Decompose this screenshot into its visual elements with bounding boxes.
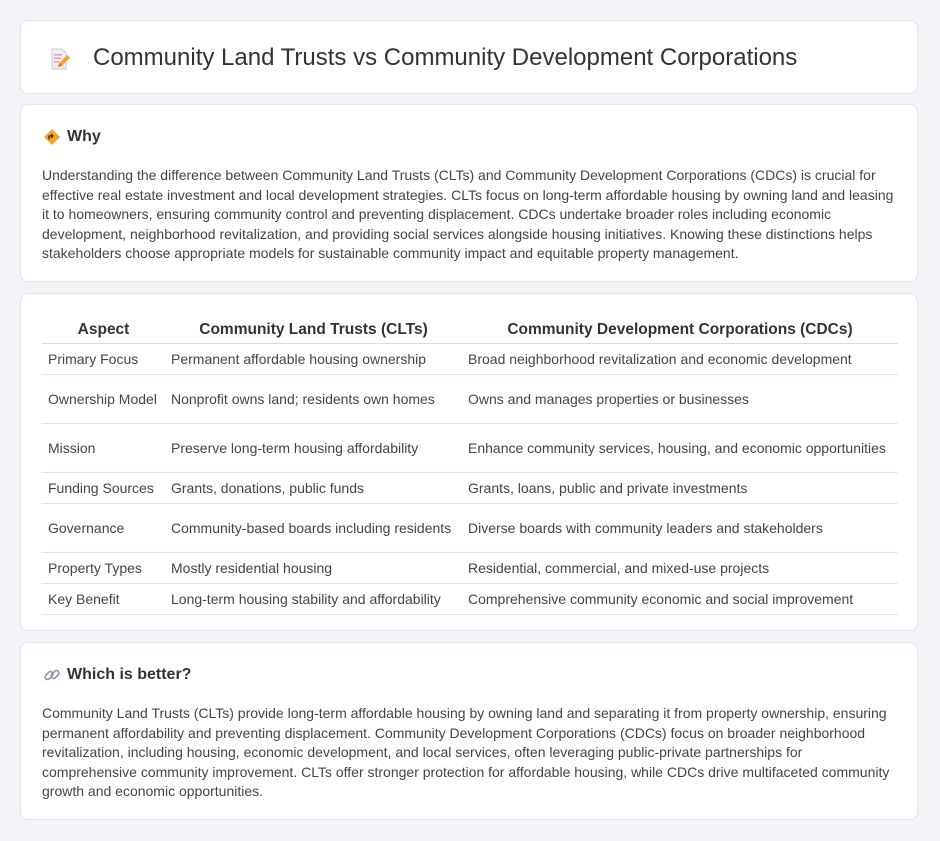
which-heading <box>43 665 191 685</box>
table-cell: Ownership Model <box>42 375 165 424</box>
table-cell: Community-based boards including residents <box>165 504 462 553</box>
header-card <box>20 20 918 94</box>
table-cell: Funding Sources <box>42 473 165 504</box>
column-header-clts: Community Land Trusts (CLTs) <box>165 314 462 344</box>
table-cell: Mission <box>42 424 165 473</box>
table-cell: Grants, loans, public and private investments <box>462 473 898 504</box>
table-cell: Nonprofit owns land; residents own homes <box>165 375 462 424</box>
table-row <box>42 473 898 504</box>
table-cell: Preserve long-term housing affordability <box>165 424 462 473</box>
comparison-section <box>20 293 918 631</box>
why-paragraph: Understanding the difference between Community Land Trusts (CLTs) and Community Development Corporations (CDCs) is crucial for effective real estate investment and local development strategies. CLTs focus on long-term affordable housing by owning land and leasing it to homeowners, ensuring community control and preventing displacement. CDCs undertake broader roles including economic development, neighborhood revitalization, and providing social services alongside housing initiatives. Knowing these distinctions helps stakeholders choose appropriate models for sustainable community impact and equitable property management. <box>42 167 894 261</box>
document-edit-icon <box>47 47 71 71</box>
why-title: Why <box>67 128 101 145</box>
table-cell: Owns and manages properties or businesses <box>462 375 898 424</box>
table-row <box>42 375 898 424</box>
table-row <box>42 424 898 473</box>
diamond-sign-icon <box>43 128 61 146</box>
table-cell: Long-term housing stability and affordability <box>165 584 462 615</box>
column-header-cdcs: Community Development Corporations (CDCs) <box>462 314 898 344</box>
which-paragraph: Community Land Trusts (CLTs) provide long-term affordable housing by owning land and separating it from property ownership, ensuring permanent affordability and preventing displacement. Community Development Corporations (CDCs) focus on broader neighborhood revitalization, including housing, economic development, and local services, often leveraging public-private partnerships for comprehensive community improvement. CLTs offer stronger protection for affordable housing, while CDCs drive multifaceted community growth and economic opportunities. <box>42 705 890 799</box>
link-icon <box>43 666 61 684</box>
table-cell: Permanent affordable housing ownership <box>165 344 462 375</box>
table-cell: Diverse boards with community leaders and stakeholders <box>462 504 898 553</box>
table-row <box>42 344 898 375</box>
page-title: Community Land Trusts vs Community Development Corporations <box>93 44 798 71</box>
which-section <box>20 642 918 820</box>
which-title: Which is better? <box>67 666 192 683</box>
table-cell: Comprehensive community economic and social improvement <box>462 584 898 615</box>
why-section <box>20 104 918 282</box>
table-row <box>42 584 898 615</box>
column-header-aspect: Aspect <box>42 314 165 344</box>
table-cell: Key Benefit <box>42 584 165 615</box>
table-cell: Residential, commercial, and mixed-use projects <box>462 553 898 584</box>
comparison-table <box>42 314 898 615</box>
table-cell: Property Types <box>42 553 165 584</box>
table-cell: Governance <box>42 504 165 553</box>
table-cell: Primary Focus <box>42 344 165 375</box>
table-cell: Broad neighborhood revitalization and economic development <box>462 344 898 375</box>
table-header-row <box>42 314 898 344</box>
table-row <box>42 553 898 584</box>
table-cell: Enhance community services, housing, and economic opportunities <box>462 424 898 473</box>
table-cell: Grants, donations, public funds <box>165 473 462 504</box>
table-cell: Mostly residential housing <box>165 553 462 584</box>
table-row <box>42 504 898 553</box>
why-heading <box>43 127 101 147</box>
